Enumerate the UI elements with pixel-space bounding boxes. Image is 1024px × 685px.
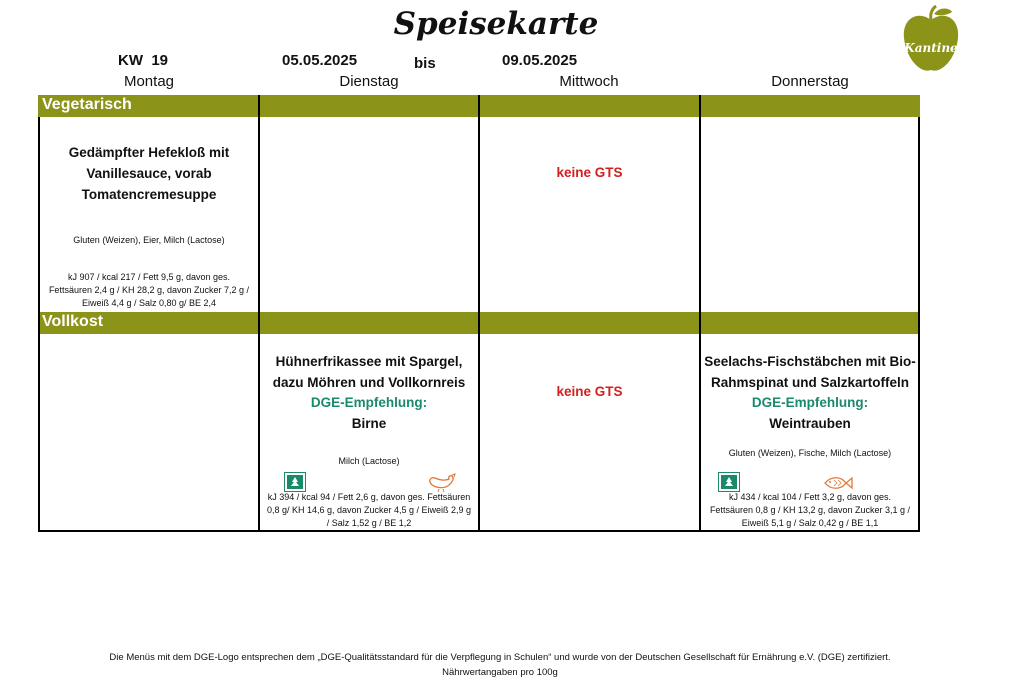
dish-line: Vanillesauce, vorab	[86, 166, 212, 181]
grid-line	[478, 95, 480, 532]
dish-line: Tomatencremesuppe	[81, 187, 217, 202]
section-label-vegetarisch: Vegetarisch	[42, 96, 132, 113]
voll-dienstag-allergens: Milch (Lactose)	[338, 456, 400, 466]
veg-montag-allergens: Gluten (Weizen), Eier, Milch (Lactose)	[73, 235, 225, 245]
dge-label: DGE-Empfehlung:	[310, 395, 428, 410]
voll-dienstag-nutrition: kJ 394 / kcal 94 / Fett 2,6 g, davon ges. Fettsäuren 0,8 g/ KH 14,6 g, davon Zucker 4,5 g / Eiweiß 2,9 g / Salz 1,52 g / BE 1,2	[266, 492, 472, 528]
day-dienstag: Dienstag	[339, 73, 399, 90]
footer-note: Die Menüs mit dem DGE-Logo entsprechen dem „DGE-Qualitätsstandard für die Verpflegung in Schulen“ und wurde von der Deutschen Gesellschaft für Ernährung e.V. (DGE) zertifiziert.	[109, 652, 891, 663]
date-separator: bis	[414, 55, 436, 72]
week-number: 19	[151, 52, 169, 69]
date-from: 05.05.2025	[282, 52, 358, 69]
apple-logo-icon	[898, 4, 964, 76]
dish-line: Seelachs-Fischstäbchen mit Bio-	[704, 354, 916, 369]
voll-donnerstag-cell	[701, 351, 919, 434]
voll-dienstag-cell	[260, 351, 478, 434]
dish-line: Rahmspinat und Salzkartoffeln	[710, 375, 910, 390]
week-label: KW 19	[118, 52, 169, 69]
dish-line: Gedämpfter Hefekloß mit	[68, 145, 230, 160]
grid-line	[258, 95, 260, 532]
dish-line: dazu Möhren und Vollkornreis	[272, 375, 466, 390]
voll-mittwoch-note: keine GTS	[556, 384, 623, 399]
dge-item: Weintrauben	[769, 416, 851, 431]
day-montag: Montag	[123, 73, 175, 90]
dge-logo-icon	[718, 472, 740, 492]
voll-donnerstag-nutrition: kJ 434 / kcal 104 / Fett 3,2 g, davon ges. Fettsäuren 0,8 g / KH 13,2 g, davon Zucker 3,1 g / Eiweiß 5,1 g / Salz 0,42 g / BE 1,1	[709, 492, 911, 528]
veg-montag-cell	[40, 142, 258, 205]
page-title: Speisekarte	[393, 6, 599, 42]
dge-logo-icon	[284, 472, 306, 492]
grid-line	[918, 117, 920, 532]
footer-nutrition-basis: Nährwertangaben pro 100g	[442, 667, 558, 678]
chicken-icon	[427, 472, 457, 492]
fish-icon	[823, 475, 853, 491]
section-label-vollkost: Vollkost	[42, 313, 104, 330]
dish-line: Hühnerfrikassee mit Spargel,	[275, 354, 463, 369]
voll-donnerstag-allergens: Gluten (Weizen), Fische, Milch (Lactose)	[728, 448, 892, 458]
grid-line	[699, 95, 701, 532]
dge-label: DGE-Empfehlung:	[751, 395, 869, 410]
brand-text: Kantine	[904, 41, 958, 55]
veg-mittwoch-note: keine GTS	[556, 165, 623, 180]
veg-montag-nutrition: kJ 907 / kcal 217 / Fett 9,5 g, davon ges. Fettsäuren 2,4 g / KH 28,2 g, davon Zucker 7,2 g / Eiweiß 4,4 g / Salz 0,80 g/ BE 2,4	[48, 272, 250, 308]
dge-item: Birne	[351, 416, 387, 431]
date-to: 09.05.2025	[502, 52, 578, 69]
day-mittwoch: Mittwoch	[559, 73, 619, 90]
grid-line	[38, 530, 920, 532]
day-donnerstag: Donnerstag	[771, 73, 849, 90]
